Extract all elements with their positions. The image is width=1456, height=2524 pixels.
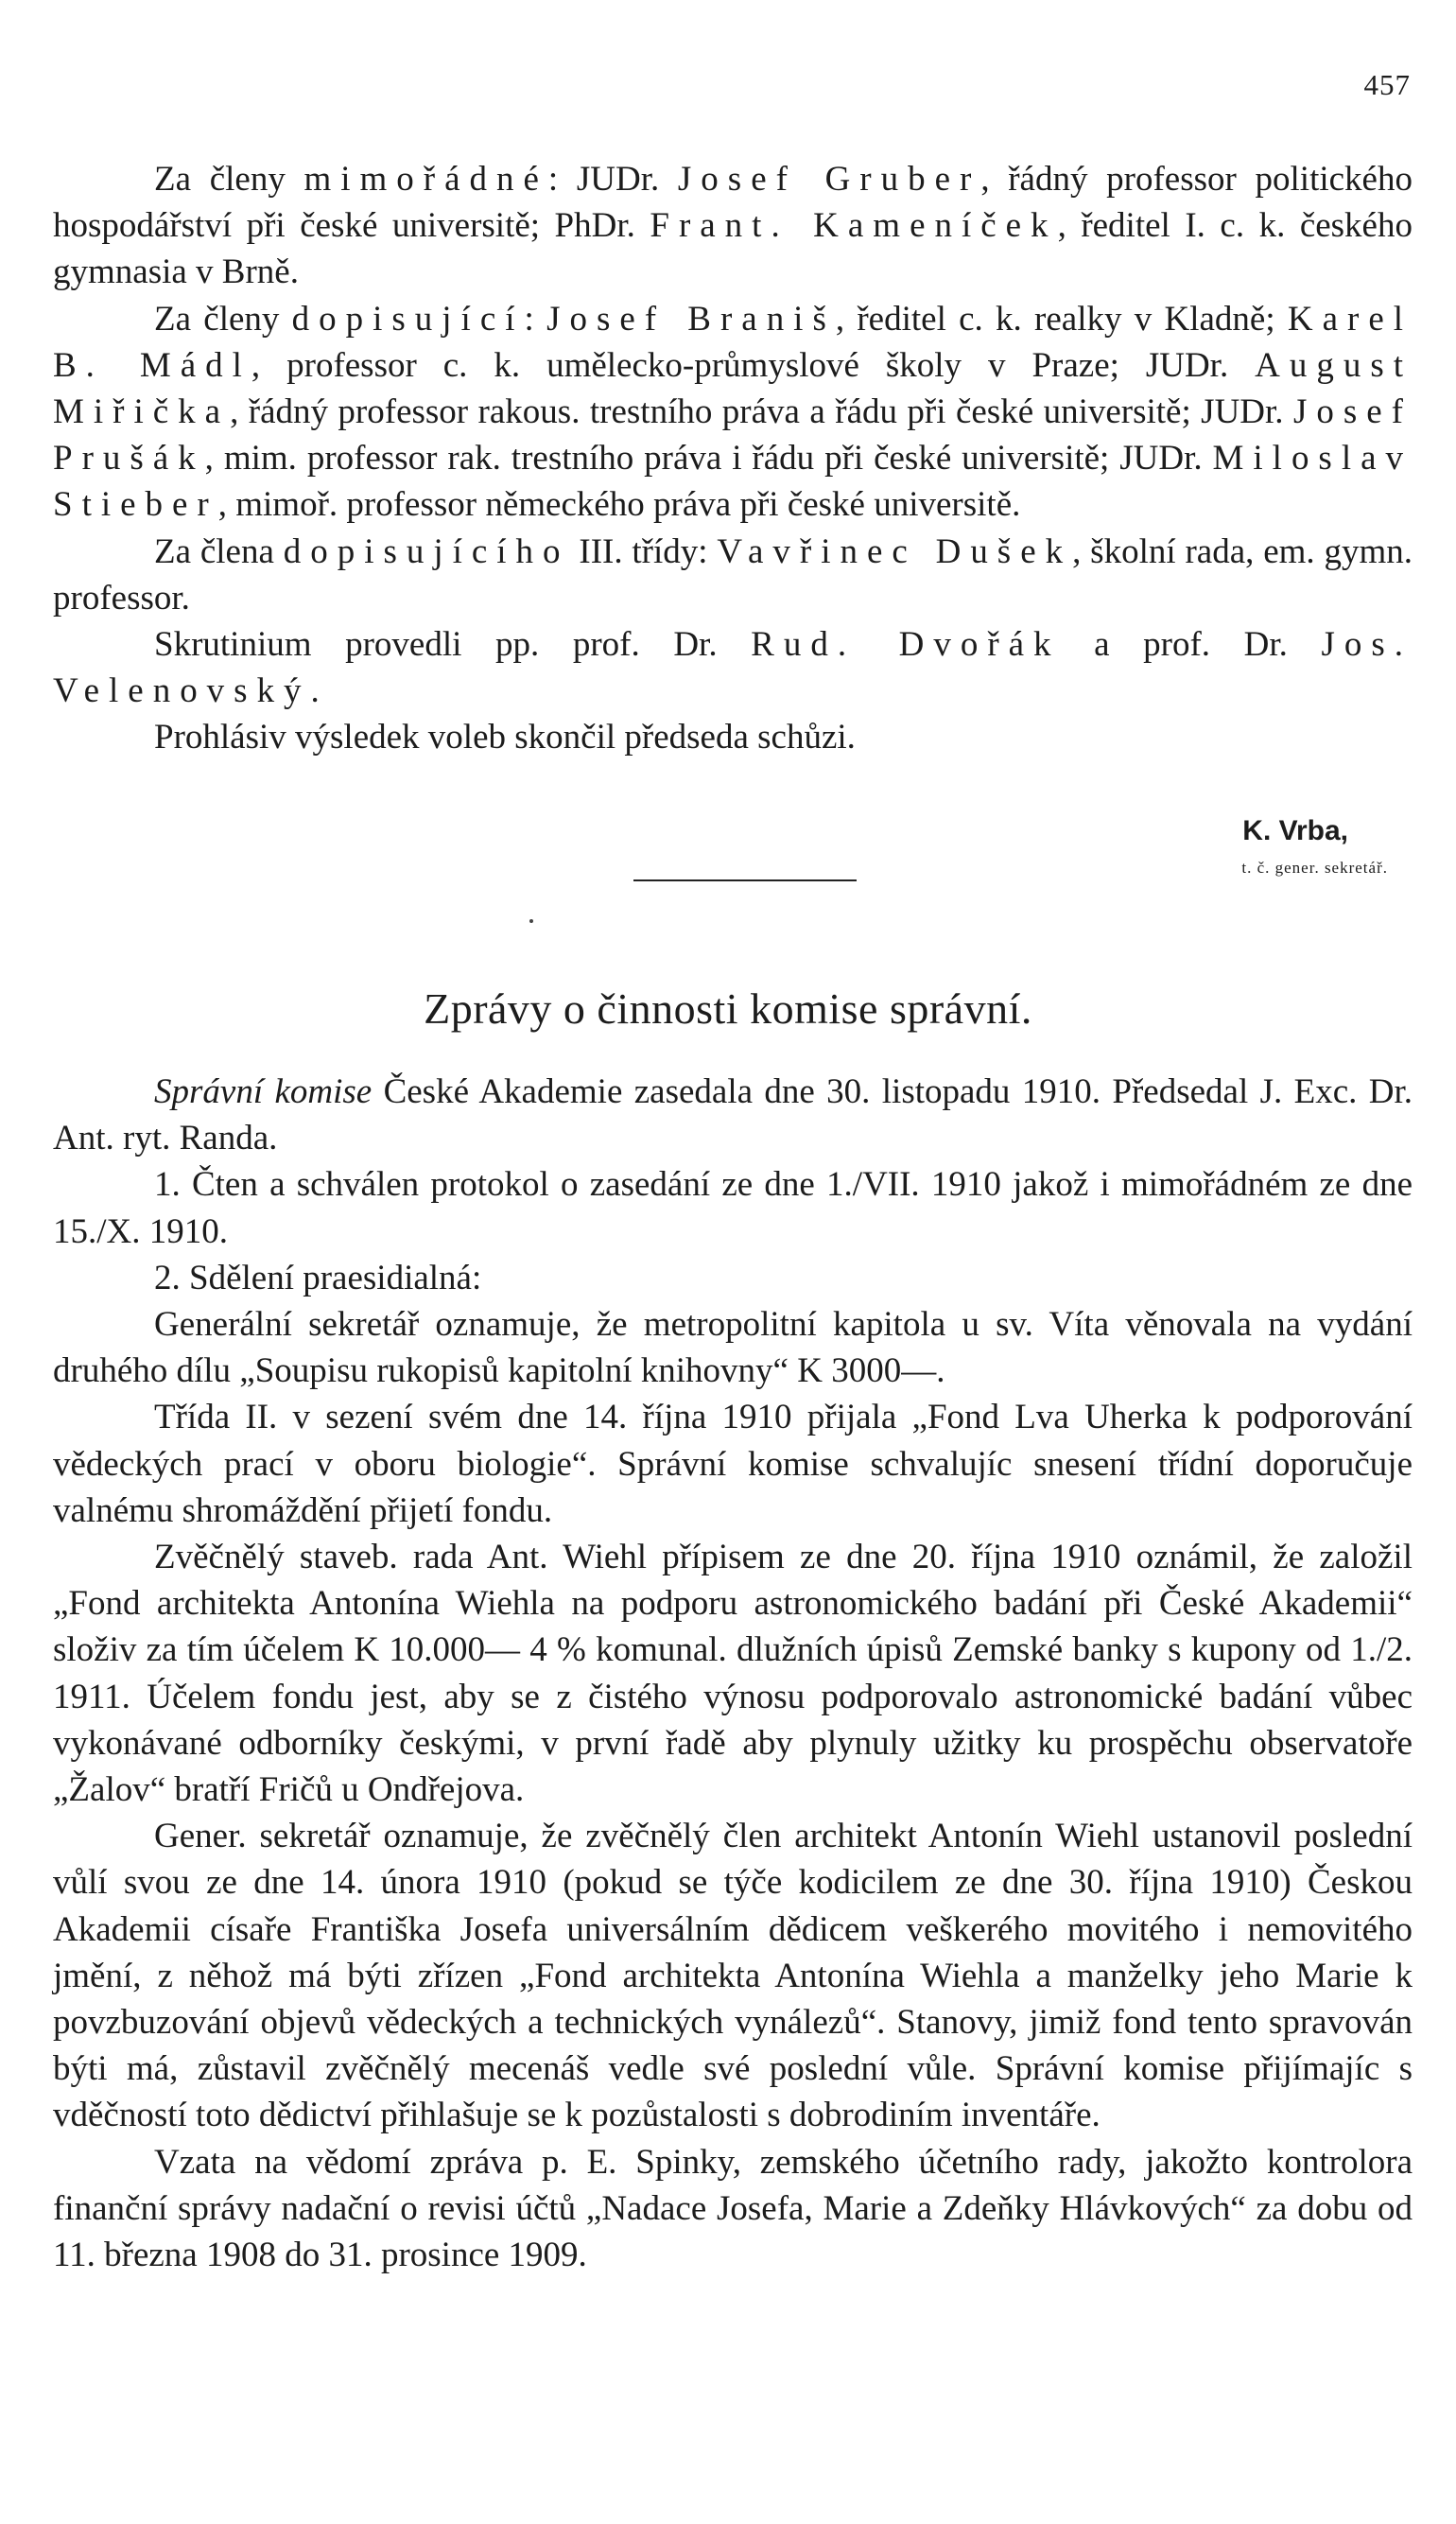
text-run: České Akademie zasedala dne 30. listopadu 1910. Předsedal J. Exc. Dr. Ant. ryt. Randa. xyxy=(53,1072,1413,1158)
paragraph xyxy=(53,621,1413,714)
text-run: Prohlásiv výsledek voleb skončil předseda schůzi. xyxy=(154,718,856,757)
paragraph xyxy=(53,714,1413,760)
signature-name: K. Vrba, xyxy=(1242,815,1348,846)
election-results-text xyxy=(53,156,1413,761)
text-run: Zvěčnělý staveb. rada Ant. Wiehl přípisem ze dne 20. října 1910 oznámil, že založil „Fond architekta Antonína Wiehla na podporu astronomického badání při České Akademii“ složiv za tím účelem K 10.000— 4 % komunal. dlužních úpisů Zemské banky s kupony od 1./2. 1911. Účelem fondu jest, aby se z čistého výnosu podporovalo astronomické badání vůbec vykonávané odborníky českými, v první řadě aby plynuly užitky ku prospěchu observatoře „Žalov“ bratří Fričů u Ondřejova. xyxy=(53,1538,1413,1810)
paragraph xyxy=(53,529,1413,621)
spaced-name: Frant. Kameníček xyxy=(650,206,1058,246)
text-run: Gener. sekretář oznamuje, že zvěčnělý člen architekt Antonín Wiehl ustanovil poslední vůlí svou ze dne 14. února 1910 (pokud se týče kodicilem ze dne 30. října 1910) Českou Akademii císaře Františka Josefa universálním dědicem veškerého movitého i nemovitého jmění, z něhož má býti zřízen „Fond architekta Antonína Wiehla a manželky jeho Marie k povzbuzování objevů vědeckých a technických vynálezů“. Stanovy, jimiž fond tento spravován býti má, zůstavil zvěčnělý mecenáš vedle své poslední vůle. Správní komise přijímajíc s vděčností toto dědictví přihlašuje se k pozůstalosti s dobrodiním inventáře. xyxy=(53,1817,1413,2135)
text-run: Skrutinium provedli pp. prof. Dr. xyxy=(154,625,752,665)
paragraph xyxy=(53,1534,1413,1813)
text-run: : JUDr. xyxy=(547,160,678,199)
text-run: Za členy xyxy=(154,160,304,199)
paragraph xyxy=(53,1301,1413,1394)
spaced-name: Josef Gruber xyxy=(677,160,981,199)
text-run: : xyxy=(524,299,547,339)
stray-dot xyxy=(529,919,533,923)
spaced-name: dopisujícího xyxy=(283,531,570,571)
paragraph xyxy=(53,296,1413,529)
text-run: Za členy xyxy=(154,299,292,339)
italic-term: Správní komise xyxy=(154,1072,373,1111)
spaced-name: August Miřička xyxy=(53,345,1413,432)
text-run: III. třídy: xyxy=(569,531,718,571)
text-run: , řádný professor rakous. trestního práva a řádu při české universitě; JUDr. xyxy=(230,392,1293,432)
text-run: 1. Čten a schválen protokol o zasedání ze dne 1./VII. 1910 jakož i mimořádném ze dne 15./X. 1910. xyxy=(53,1165,1413,1251)
text-run: , professor c. k. umělecko-průmyslové školy v Praze; JUDr. xyxy=(251,345,1256,385)
page-number: 457 xyxy=(1363,68,1411,101)
text-run: . xyxy=(310,671,320,711)
spaced-name: Miloslav Stieber xyxy=(53,439,1413,525)
separator-rule xyxy=(633,879,857,881)
text-run: , ředitel I. c. k. českého gymnasia v Brně. xyxy=(53,206,1413,292)
spaced-name: dopisující xyxy=(291,299,525,339)
spaced-name: mimořádné xyxy=(303,160,548,199)
paragraph xyxy=(53,1161,1413,1254)
text-run: , školní rada, em. gymn. professor. xyxy=(53,531,1413,618)
text-run: , ředitel c. k. realky v Kladně; xyxy=(835,299,1288,339)
text-run: Vzata na vědomí zpráva p. E. Spinky, zemského účetního rady, jakožto kontrolora finanční správy nadační o revisi účtů „Nadace Josefa, Marie a Zdeňky Hlávkových“ za dobu od 11. března 1908 do 31. prosince 1909. xyxy=(53,2142,1413,2275)
text-run: , řádný professor politického hospodářství při české universitě; PhDr. xyxy=(53,160,1413,246)
text-run: a prof. Dr. xyxy=(1060,625,1322,665)
paragraph xyxy=(53,156,1413,296)
text-run: , mim. professor rak. trestního práva i řádu při české universitě; JUDr. xyxy=(204,439,1213,479)
paragraph xyxy=(53,2139,1413,2279)
section-heading: Zprávy o činnosti komise správní. xyxy=(424,984,1032,1033)
spaced-name: Josef Braniš xyxy=(546,299,836,339)
paragraph xyxy=(53,1394,1413,1534)
spaced-name: Jos. Velenovský xyxy=(53,625,1413,711)
commission-report-text xyxy=(53,1069,1413,2278)
text-run: Generální sekretář oznamuje, že metropolitní kapitola u sv. Víta věnovala na vydání druhého dílu „Soupisu rukopisů kapitolní knihovny“ K 3000—. xyxy=(53,1305,1413,1391)
paragraph xyxy=(53,1255,1413,1301)
text-run: Za člena xyxy=(154,531,284,571)
paragraph xyxy=(53,1813,1413,2138)
spaced-name: Rud. Dvořák xyxy=(751,625,1061,665)
spaced-name: Karel B. Mádl xyxy=(53,299,1413,385)
signature-title: t. č. gener. sekretář. xyxy=(1241,859,1388,877)
spaced-name: Josef Prušák xyxy=(53,392,1413,479)
paragraph xyxy=(53,1069,1413,1161)
text-run: Třída II. v sezení svém dne 14. října 1910 přijala „Fond Lva Uherka k podporování vědeckých prací v oboru biologie“. Správní komise schvalujíc snesení třídní doporučuje valnému shromáždění přijetí fondu. xyxy=(53,1398,1413,1530)
text-run: , mimoř. professor německého práva při české universitě. xyxy=(217,485,1021,525)
text-run: 2. Sdělení praesidialná: xyxy=(154,1258,482,1297)
spaced-name: Vavřinec Dušek xyxy=(717,531,1073,571)
